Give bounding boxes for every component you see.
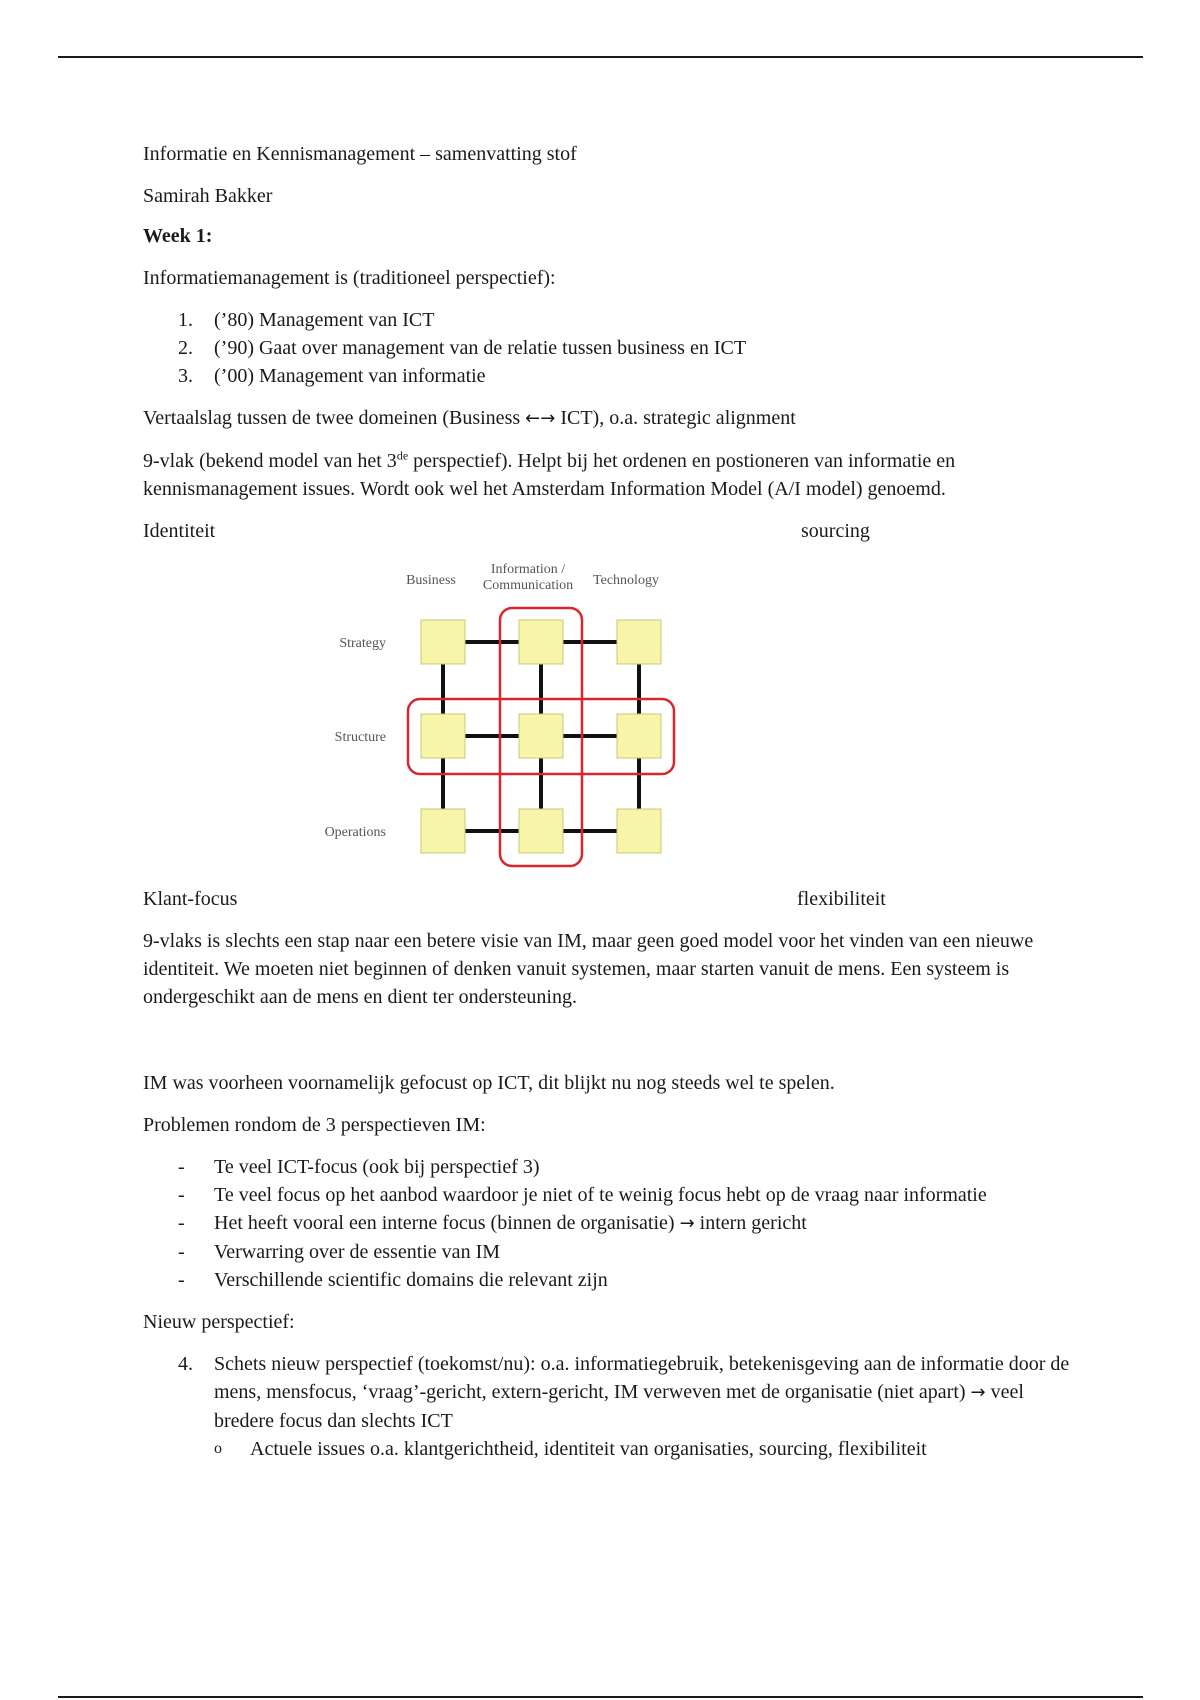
row-label-strategy: Strategy <box>339 636 386 651</box>
doc-author: Samirah Bakker <box>143 185 273 207</box>
document-body <box>143 140 1073 1463</box>
vertaalslag-line: Vertaalslag tussen de twee domeinen (Business ←→ ICT), o.a. strategic alignment <box>143 407 796 429</box>
bottom-labels <box>143 885 1073 913</box>
col-label-information: Information / <box>490 562 566 577</box>
list-item: - Het heeft vooral een interne focus (binnen de organisatie) → intern gericht <box>178 1212 807 1234</box>
header-rule <box>58 56 1143 58</box>
top-labels <box>143 517 1073 545</box>
section-heading-week1: Week 1: <box>143 225 213 247</box>
label-flexibiliteit: flexibiliteit <box>797 888 886 910</box>
list-item: 4. Schets nieuw perspectief (toekomst/nu): o.a. informatiegebruik, betekenisgeving aan de informatie door de mens, mensfocus, ‘vraag’-gericht, extern-gericht, IM verweven met de organisatie (niet apart) → veel bredere focus dan slechts ICT <box>178 1353 1070 1432</box>
cell-operations-technology <box>617 809 661 853</box>
list-item: 3. (’00) Management van informatie <box>178 365 486 387</box>
nieuw-intro: Nieuw perspectief: <box>143 1311 295 1333</box>
circle-bullet-icon: o <box>214 1440 222 1457</box>
list-item: - Verschillende scientific domains die relevant zijn <box>178 1269 608 1291</box>
row-label-structure: Structure <box>334 730 386 745</box>
cell-strategy-business <box>421 620 465 664</box>
cell-structure-information <box>519 714 563 758</box>
nine-cell-diagram <box>303 555 703 875</box>
cell-structure-technology <box>617 714 661 758</box>
im-voorheen: IM was voorheen voornamelijk gefocust op ICT, dit blijkt nu nog steeds wel te spelen. <box>143 1072 835 1094</box>
list-item: o Actuele issues o.a. klantgerichtheid, identiteit van organisaties, sourcing, flexibiliteit <box>214 1435 1073 1463</box>
cell-operations-business <box>421 809 465 853</box>
arrow-right-icon: → <box>970 1382 986 1403</box>
double-arrow-icon: ←→ <box>525 408 556 429</box>
ninevlak-paragraph: 9-vlak (bekend model van het 3de perspectief). Helpt bij het ordenen en postioneren van informatie en kennismanagement issues. Wordt ook wel het Amsterdam Information Model (A/I model) genoemd. <box>143 448 956 500</box>
cell-structure-business <box>421 714 465 758</box>
row-label-operations: Operations <box>324 825 386 840</box>
col-label-technology: Technology <box>593 573 659 588</box>
col-label-business: Business <box>406 573 456 588</box>
cell-strategy-technology <box>617 620 661 664</box>
label-sourcing: sourcing <box>801 520 870 542</box>
cell-strategy-information <box>519 620 563 664</box>
label-identiteit: Identiteit <box>143 520 216 542</box>
list-item: 2. (’90) Gaat over management van de relatie tussen business en ICT <box>178 337 747 359</box>
im-intro: Informatiemanagement is (traditioneel perspectief): <box>143 267 556 289</box>
footer-rule <box>58 1696 1143 1698</box>
list-item: - Te veel focus op het aanbod waardoor je niet of te weinig focus hebt op de vraag naar informatie <box>178 1184 987 1206</box>
nieuw-list <box>178 1350 1073 1435</box>
col-label-communication: Communication <box>482 578 574 593</box>
problemen-list <box>178 1153 1073 1294</box>
label-klantfocus: Klant-focus <box>143 888 238 910</box>
list-item: 1. (’80) Management van ICT <box>178 309 435 331</box>
nine-cell-model-figure <box>143 545 1073 885</box>
list-item: - Te veel ICT-focus (ook bij perspectief 3) <box>178 1156 540 1178</box>
nieuw-sublist <box>214 1435 1073 1463</box>
perspectives-list <box>178 306 1073 390</box>
problemen-intro: Problemen rondom de 3 perspectieven IM: <box>143 1114 486 1136</box>
list-item: - Verwarring over de essentie van IM <box>178 1241 501 1263</box>
ninevlaks-paragraph: 9-vlaks is slechts een stap naar een betere visie van IM, maar geen goed model voor het vinden van een nieuwe identiteit. We moeten niet beginnen of denken vanuit systemen, maar starten vanuit de mens. Een systeem is ondergeschikt aan de mens en dient ter ondersteuning. <box>143 930 1034 1008</box>
doc-title: Informatie en Kennismanagement – samenvatting stof <box>143 143 577 165</box>
cell-operations-information <box>519 809 563 853</box>
arrow-right-icon: → <box>679 1213 695 1234</box>
